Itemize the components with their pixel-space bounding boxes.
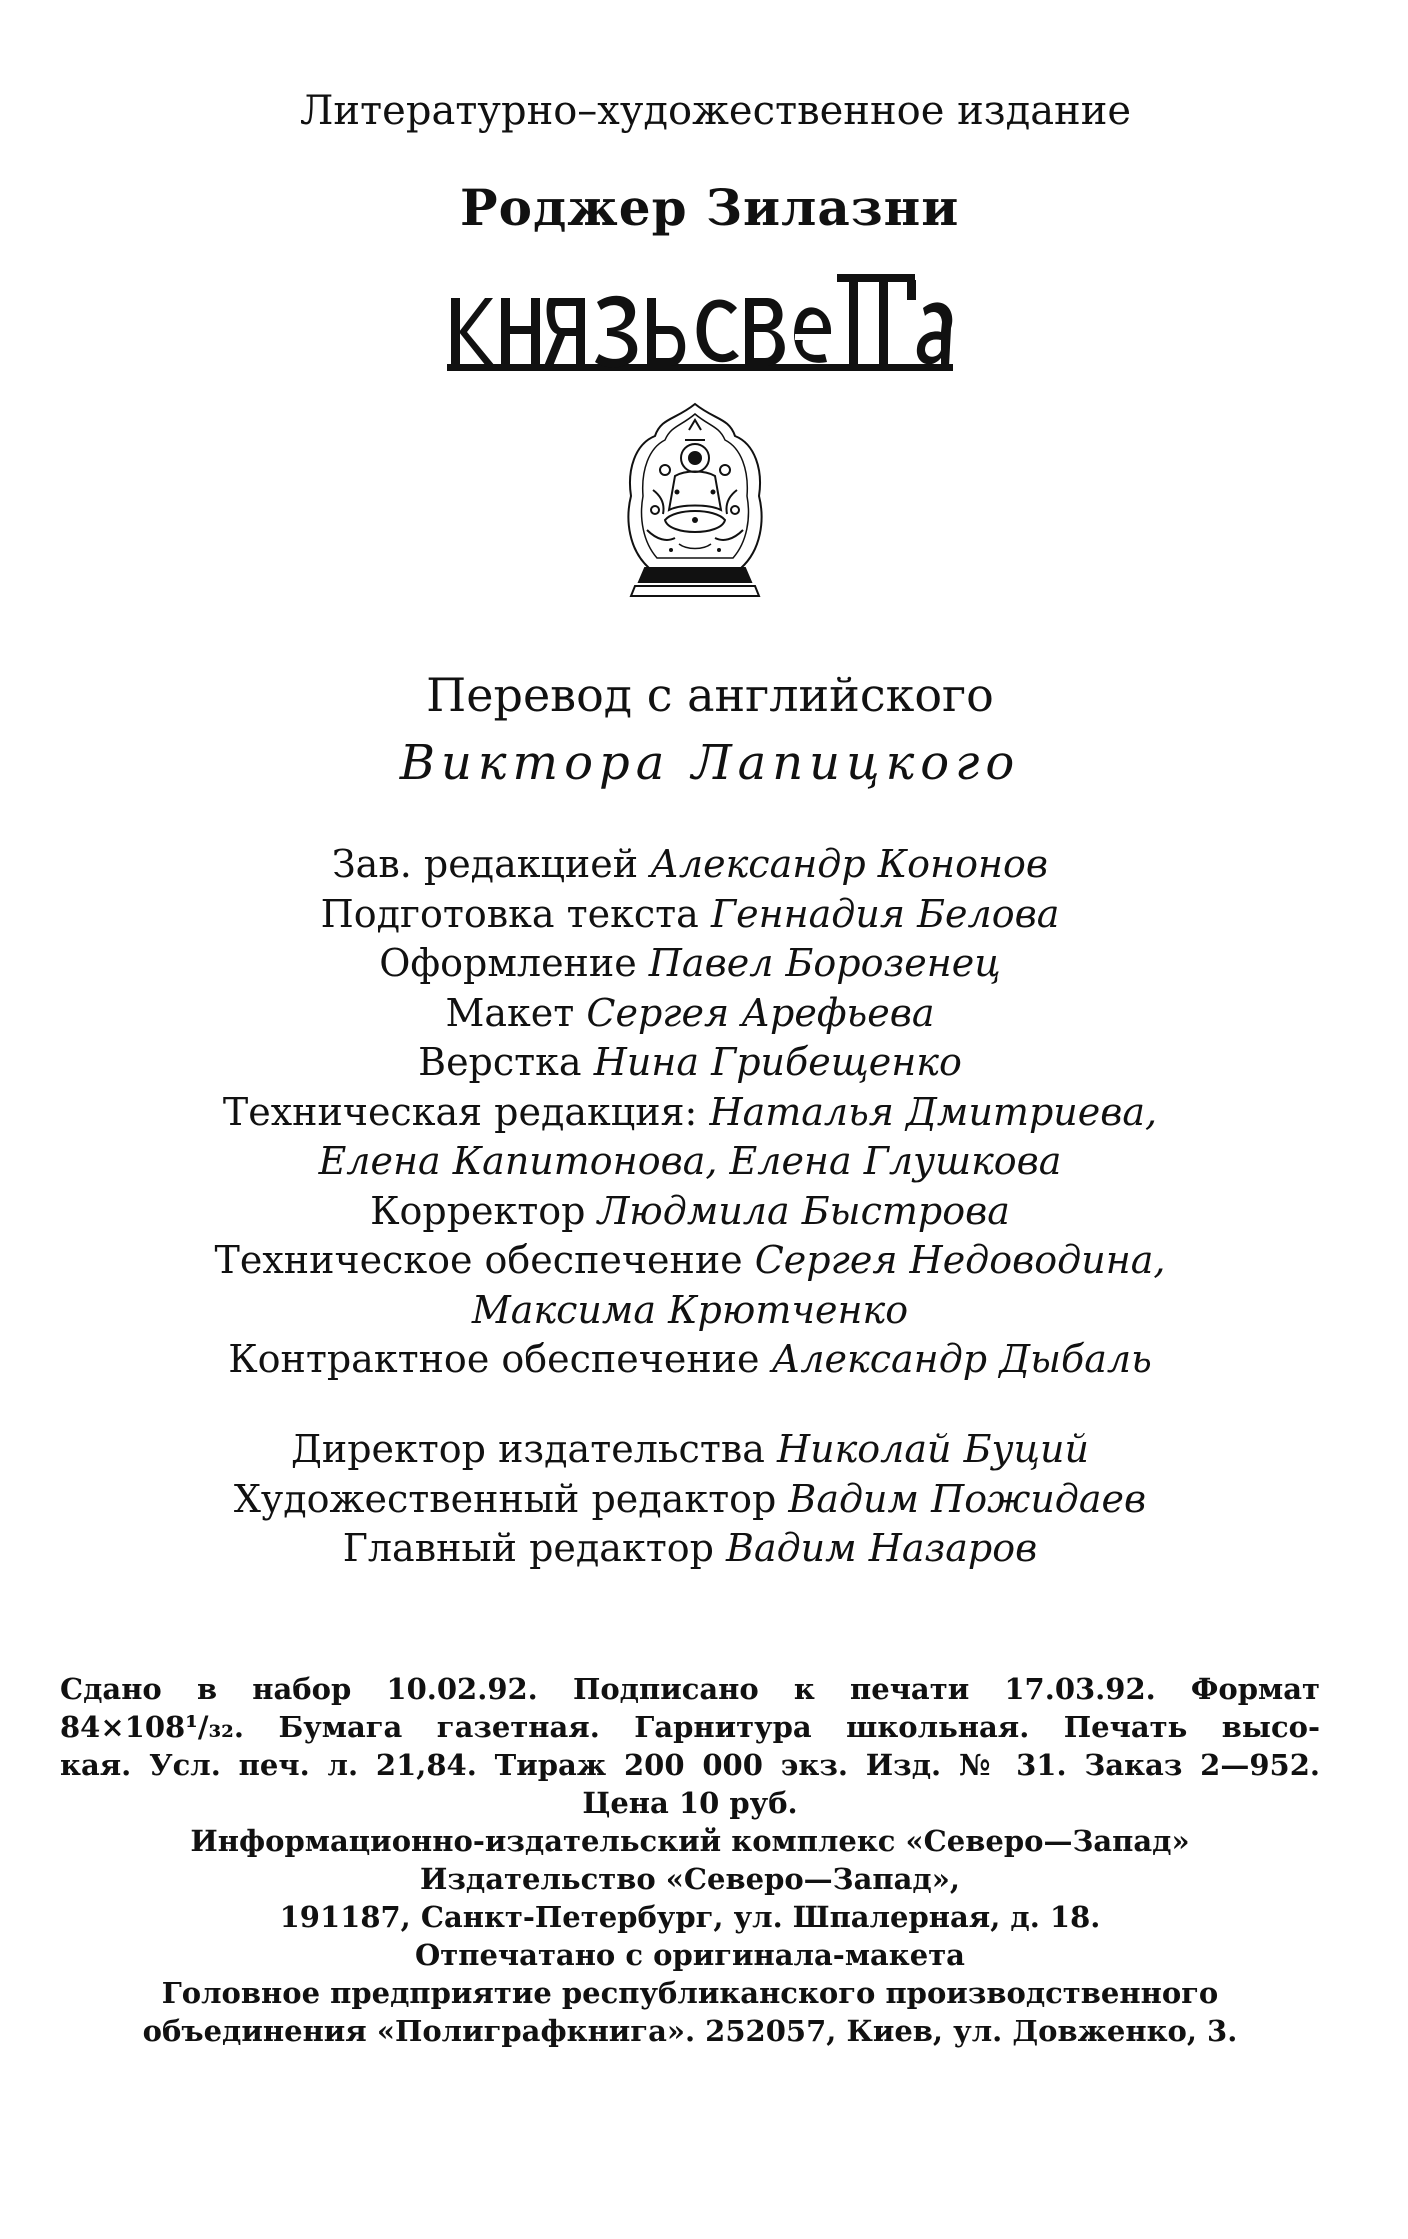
edition-type: Литературно–художественное издание [300,88,1132,134]
credit-role: Подготовка текста [320,891,699,936]
printer-line: Головное предприятие республиканского производственного [161,1976,1219,2010]
credit-person: Павел Борозенец [648,941,1001,985]
imprint-line: кая. Усл. печ. л. 21,84. Тираж 200 000 экз. Изд. № 31. Заказ 2—952. [60,1748,1320,1782]
management-row [200,1475,1180,1525]
credit-row [200,1335,1180,1385]
credit-row [200,1187,1180,1237]
imprint-line: 84×108¹/₃₂. Бумага газетная. Гарнитура школьная. Печать высо- [60,1710,1320,1744]
credit-row [200,939,1180,989]
credit-person: Наталья Дмитриева, [709,1089,1158,1134]
publisher: Издательство «Северо—Запад», [420,1862,960,1896]
credit-row [200,1137,1180,1187]
credit-person: Елена Капитонова, Елена Глушкова [318,1139,1062,1183]
credit-role: Оформление [379,941,637,985]
credit-row [200,1286,1180,1336]
publisher-address: 191187, Санкт-Петербург, ул. Шпалерная, д. 18. [279,1900,1101,1934]
price: Цена 10 руб. [582,1786,798,1820]
credit-person: Геннадия Белова [710,891,1060,936]
credit-row [200,1236,1180,1286]
credit-person: Максима Крютченко [471,1287,909,1332]
credits-list [200,840,1180,1385]
management-row [200,1425,1180,1475]
credit-row [200,1038,1180,1088]
translation-label: Перевод с английского [426,668,994,722]
credit-role: Техническая редакция: [222,1089,698,1134]
management-list [200,1425,1180,1574]
author-name: Роджер Зилазни [460,178,960,237]
translator-name: Виктора Лапицкого [399,735,1021,791]
management-row [200,1524,1180,1574]
imprint-line: Сдано в набор 10.02.92. Подписано к печати 17.03.92. Формат [60,1672,1320,1706]
credit-person: Сергея Арефьева [586,990,935,1035]
management-role: Художественный редактор [233,1476,777,1521]
printed-note: Отпечатано с оригинала-макета [415,1938,965,1972]
credit-row [200,840,1180,890]
deity-emblem-icon [605,400,785,600]
management-person: Вадим Назаров [726,1526,1038,1570]
publication-imprint [60,1670,1320,2050]
management-person: Вадим Пожидаев [788,1476,1147,1521]
credit-role: Контрактное обеспечение [228,1337,760,1381]
credit-role: Макет [445,990,575,1035]
credit-person: Сергея Недоводина, [754,1238,1166,1282]
credit-person: Людмила Быстрова [597,1188,1010,1233]
management-role: Главный редактор [342,1526,714,1570]
book-title-logo [445,268,955,398]
credit-role: Зав. редакцией [331,842,639,886]
management-role: Директор издательства [291,1427,765,1471]
credit-role: Верстка [418,1040,582,1084]
credit-person: Александр Дыбаль [771,1337,1152,1381]
credit-row [200,989,1180,1039]
credit-row [200,1088,1180,1138]
credit-row [200,890,1180,940]
publishing-complex: Информационно-издательский комплекс «Северо—Запад» [190,1824,1190,1858]
credit-role: Корректор [370,1188,586,1233]
management-person: Николай Буций [776,1427,1089,1471]
printer-line: объединения «Полиграфкнига». 252057, Киев, ул. Довженко, 3. [142,2014,1238,2048]
credit-person: Александр Кононов [650,842,1048,886]
credit-person: Нина Грибещенко [593,1040,962,1084]
credit-role: Техническое обеспечение [214,1238,743,1282]
